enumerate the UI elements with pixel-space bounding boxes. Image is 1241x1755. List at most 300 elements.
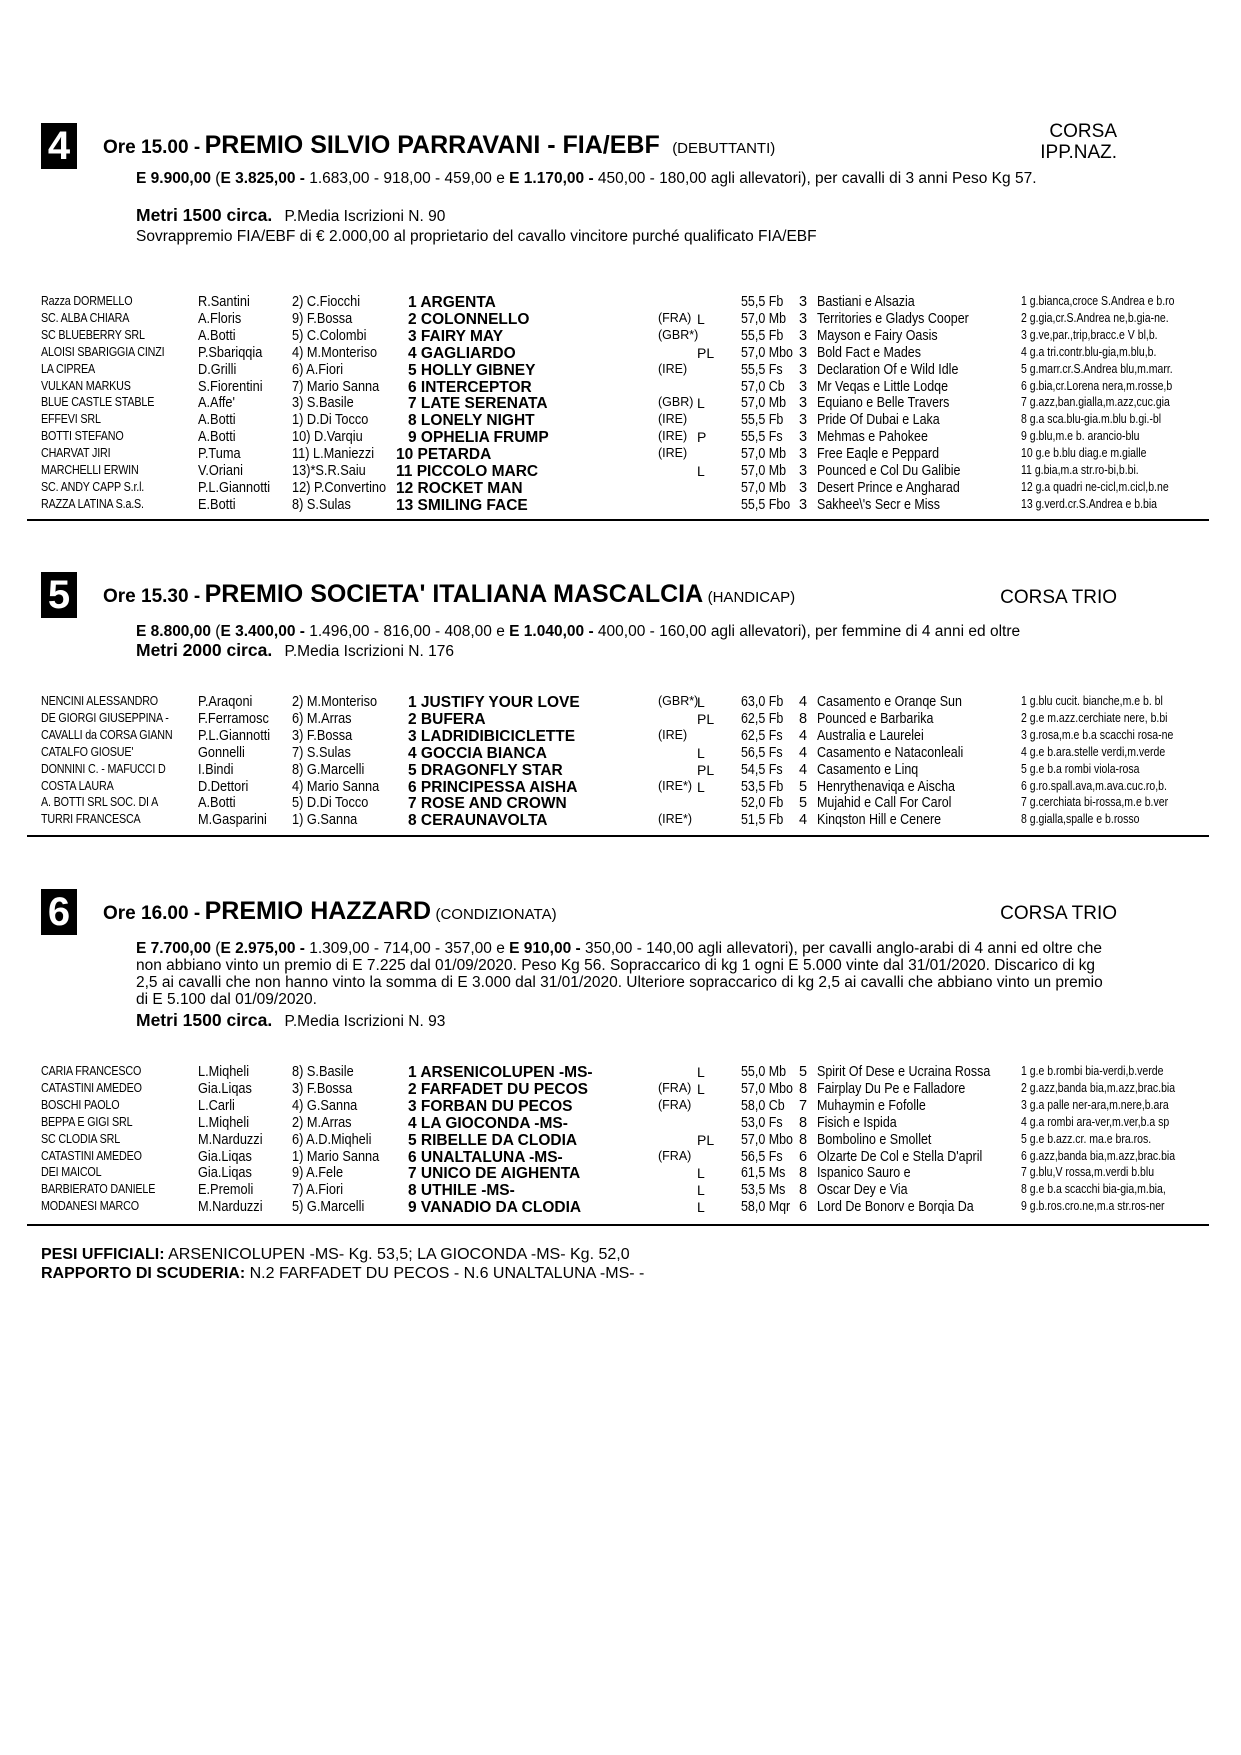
weight-sex: 61,5 Ms bbox=[741, 1165, 786, 1182]
weight-sex: 52,0 Fb bbox=[741, 795, 784, 812]
horse-age: 4 bbox=[799, 694, 808, 710]
horse-origin: (FRA) bbox=[658, 1097, 692, 1112]
jockey-name: 12) P.Convertino bbox=[292, 479, 387, 496]
medication-flag: L bbox=[697, 1165, 705, 1182]
trainer-name: P.L.Giannotti bbox=[198, 727, 271, 744]
jockey-name: 7) A.Fiori bbox=[292, 1182, 344, 1199]
trainer-name: P.Tuma bbox=[198, 446, 241, 463]
race-title bbox=[103, 131, 775, 160]
horse-age: 5 bbox=[799, 778, 808, 795]
trainer-name: R.Santini bbox=[198, 294, 250, 310]
weight-sex: 55,5 Fb bbox=[741, 327, 784, 344]
weight-sex: 55,5 Fs bbox=[741, 361, 783, 378]
pedigree: Casamento e Nataconleali bbox=[817, 744, 964, 761]
horse-age: 6 bbox=[799, 1148, 808, 1165]
horse-origin: (GBR*) bbox=[658, 694, 699, 708]
horse-origin: (GBR) bbox=[658, 395, 694, 410]
official-weights-text: ARSENICOLUPEN -MS- Kg. 53,5; LA GIOCONDA -MS- Kg. 52,0 bbox=[164, 1246, 630, 1263]
horse-age: 8 bbox=[799, 710, 808, 727]
horse-age: 6 bbox=[799, 1199, 808, 1216]
silk-colors: 11 g.bia,m.a str.ro-bi,b.bi. bbox=[1021, 463, 1139, 477]
prize-breeders: E 910,00 - bbox=[509, 940, 581, 957]
race-distance-line bbox=[136, 642, 1096, 660]
horse-origin: (GBR*) bbox=[658, 327, 699, 342]
jockey-name: 7) Mario Sanna bbox=[292, 378, 380, 395]
weight-sex: 62,5 Fb bbox=[741, 710, 784, 727]
pedigree: Spirit Of Dese e Ucraina Rossa bbox=[817, 1064, 991, 1080]
table-row bbox=[0, 694, 1241, 711]
horse-name: 2 BUFERA bbox=[408, 710, 486, 728]
trainer-name: V.Oriani bbox=[198, 463, 243, 479]
pedigree: Pride Of Dubai e Laka bbox=[817, 412, 940, 429]
owner-name: VULKAN MARKUS bbox=[41, 378, 131, 393]
silk-colors: 7 g.azz,ban.gialla,m.azz,cuc.gia bbox=[1021, 395, 1170, 410]
horse-name: 3 LADRIDIBICICLETTE bbox=[408, 727, 576, 745]
race-number-badge: 5 bbox=[41, 572, 77, 618]
table-row bbox=[0, 395, 1241, 412]
trainer-name: A.Botti bbox=[198, 429, 236, 446]
medication-flag: PL bbox=[697, 761, 715, 778]
weight-sex: 57,0 Mbo bbox=[741, 1080, 794, 1097]
race-entries: P.Media Iscrizioni N. 90 bbox=[284, 208, 446, 225]
trainer-name: A.Botti bbox=[198, 327, 236, 344]
stable-report-label: RAPPORTO DI SCUDERIA: bbox=[41, 1265, 246, 1282]
prize-total: E 7.700,00 bbox=[136, 940, 211, 957]
jockey-name: 13)*S.R.Saiu bbox=[292, 463, 366, 479]
medication-flag: PL bbox=[697, 1131, 715, 1148]
medication-flag: L bbox=[697, 463, 705, 479]
weight-sex: 54,5 Fs bbox=[741, 761, 783, 778]
race-time: Ore 16.00 - bbox=[103, 903, 201, 924]
horse-name: 5 HOLLY GIBNEY bbox=[408, 361, 536, 379]
owner-name: TURRI FRANCESCA bbox=[41, 812, 141, 827]
horse-name: 9 OPHELIA FRUMP bbox=[408, 429, 549, 447]
trainer-name: I.Bindi bbox=[198, 761, 234, 778]
pedigree: Declaration Of e Wild Idle bbox=[817, 361, 959, 378]
owner-name: LA CIPREA bbox=[41, 361, 96, 376]
horse-age: 8 bbox=[799, 1182, 808, 1199]
pedigree: Bastiani e Alsazia bbox=[817, 294, 915, 310]
horse-age: 5 bbox=[799, 1064, 808, 1080]
owner-name: Razza DORMELLO bbox=[41, 294, 133, 308]
pedigree: Muhaymin e Fofolle bbox=[817, 1097, 926, 1114]
table-row bbox=[0, 311, 1241, 328]
pedigree: Mr Veqas e Little Lodqe bbox=[817, 378, 949, 395]
horse-name: 1 JUSTIFY YOUR LOVE bbox=[408, 694, 580, 711]
horse-origin: (IRE*) bbox=[658, 812, 693, 827]
owner-name: CATASTINI AMEDEO bbox=[41, 1148, 142, 1163]
medication-flag: L bbox=[697, 395, 705, 412]
weight-sex: 57,0 Mb bbox=[741, 310, 787, 327]
prize-first: E 3.400,00 - bbox=[220, 623, 305, 640]
horse-age: 3 bbox=[799, 446, 808, 463]
owner-name: CARIA FRANCESCO bbox=[41, 1064, 142, 1078]
owner-name: CATALFO GIOSUE' bbox=[41, 744, 134, 759]
trainer-name: Gonnelli bbox=[198, 744, 245, 761]
horse-name: 1 ARSENICOLUPEN -MS- bbox=[408, 1064, 593, 1081]
silk-colors: 3 g.ve,par.,trip,bracc.e V bl,b. bbox=[1021, 327, 1158, 342]
horse-age: 3 bbox=[799, 463, 808, 479]
horse-name: 8 CERAUNAVOLTA bbox=[408, 812, 548, 830]
jockey-name: 3) S.Basile bbox=[292, 395, 354, 412]
pedigree: Desert Prince e Angharad bbox=[817, 479, 960, 496]
horse-name: 10 PETARDA bbox=[396, 446, 492, 464]
weight-sex: 56,5 Fs bbox=[741, 744, 783, 761]
horse-origin: (IRE) bbox=[658, 446, 688, 461]
prize-text: 400,00 - 160,00 agli allevatori), per femmine di 4 anni ed oltre bbox=[593, 623, 1021, 640]
race-distance: Metri 1500 circa. bbox=[136, 205, 273, 225]
jockey-name: 10) D.Varqiu bbox=[292, 429, 363, 446]
race-type: (HANDICAP) bbox=[707, 589, 796, 606]
horse-origin: (IRE*) bbox=[658, 778, 693, 793]
trainer-name: S.Fiorentini bbox=[198, 378, 263, 395]
trainer-name: A.Floris bbox=[198, 310, 242, 327]
silk-colors: 2 g.azz,banda bia,m.azz,brac.bia bbox=[1021, 1080, 1176, 1095]
weight-sex: 55,5 Fb bbox=[741, 412, 784, 429]
silk-colors: 13 g.verd.cr.S.Andrea e b.bia bbox=[1021, 496, 1158, 511]
horse-age: 3 bbox=[799, 412, 808, 429]
pedigree: Fairplay Du Pe e Falladore bbox=[817, 1080, 966, 1097]
race-category-line: CORSA TRIO bbox=[1000, 903, 1117, 924]
weight-sex: 63,0 Fb bbox=[741, 694, 784, 710]
horse-name: 9 VANADIO DA CLODIA bbox=[408, 1199, 582, 1217]
weight-sex: 55,5 Fs bbox=[741, 429, 783, 446]
horse-origin: (IRE) bbox=[658, 361, 688, 376]
race-category-line: CORSA TRIO bbox=[1000, 587, 1117, 608]
horse-age: 3 bbox=[799, 327, 808, 344]
horse-age: 3 bbox=[799, 378, 808, 395]
horse-name: 7 UNICO DE AIGHENTA bbox=[408, 1165, 581, 1183]
horse-name: 7 LATE SERENATA bbox=[408, 395, 548, 413]
table-row bbox=[0, 1165, 1241, 1182]
medication-flag: P bbox=[697, 429, 707, 446]
table-row bbox=[0, 328, 1241, 345]
jockey-name: 7) S.Sulas bbox=[292, 744, 351, 761]
horse-age: 3 bbox=[799, 361, 808, 378]
horse-name: 6 PRINCIPESSA AISHA bbox=[408, 778, 578, 796]
silk-colors: 7 g.blu,V rossa,m.verdi b.blu bbox=[1021, 1165, 1155, 1180]
table-row bbox=[0, 446, 1241, 463]
pedigree: Kinqston Hill e Cenere bbox=[817, 812, 942, 829]
table-row bbox=[0, 1199, 1241, 1216]
jockey-name: 9) A.Fele bbox=[292, 1165, 344, 1182]
table-row bbox=[0, 379, 1241, 396]
horse-age: 3 bbox=[799, 496, 808, 513]
official-weights bbox=[41, 1245, 630, 1264]
medication-flag: L bbox=[697, 1182, 705, 1199]
jockey-name: 6) M.Arras bbox=[292, 710, 352, 727]
silk-colors: 5 g.e b.a rombi viola-rosa bbox=[1021, 761, 1140, 776]
owner-name: DONNINI C. - MAFUCCI D bbox=[41, 761, 166, 776]
owner-name: SC BLUEBERRY SRL bbox=[41, 327, 145, 342]
pedigree: Henrythenaviqa e Aischa bbox=[817, 778, 955, 795]
table-row bbox=[0, 362, 1241, 379]
silk-colors: 9 g.blu,m.e b. arancio-blu bbox=[1021, 429, 1140, 444]
prize-total: E 9.900,00 bbox=[136, 170, 211, 187]
horse-age: 3 bbox=[799, 429, 808, 446]
race-category bbox=[1000, 903, 1117, 924]
jockey-name: 2) C.Fiocchi bbox=[292, 294, 361, 310]
race-category-line: IPP.NAZ. bbox=[1040, 142, 1117, 163]
owner-name: MODANESI MARCO bbox=[41, 1199, 139, 1214]
pedigree: Lord De Bonorv e Borqia Da bbox=[817, 1199, 974, 1216]
pedigree: Sakhee\'s Secr e Miss bbox=[817, 496, 940, 513]
owner-name: ALOISI SBARIGGIA CINZI bbox=[41, 344, 165, 359]
stable-report-text: N.2 FARFADET DU PECOS - N.6 UNALTALUNA -MS- - bbox=[245, 1265, 645, 1282]
silk-colors: 4 g.e b.ara.stelle verdi,m.verde bbox=[1021, 744, 1166, 759]
horse-age: 3 bbox=[799, 310, 808, 327]
horse-origin: (FRA) bbox=[658, 1080, 692, 1095]
silk-colors: 3 g.a palle ner-ara,m.nere,b.ara bbox=[1021, 1097, 1169, 1112]
trainer-name: E.Premoli bbox=[198, 1182, 254, 1199]
table-row bbox=[0, 779, 1241, 796]
race-distance: Metri 2000 circa. bbox=[136, 640, 273, 660]
trainer-name: P.L.Giannotti bbox=[198, 479, 271, 496]
race-name: PREMIO SILVIO PARRAVANI - FIA/EBF bbox=[204, 131, 660, 159]
weight-sex: 51,5 Fb bbox=[741, 812, 784, 829]
owner-name: COSTA LAURA bbox=[41, 778, 114, 793]
owner-name: MARCHELLI ERWIN bbox=[41, 463, 139, 477]
medication-flag: L bbox=[697, 1064, 705, 1080]
trainer-name: F.Ferramosc bbox=[198, 710, 269, 727]
horse-name: 5 RIBELLE DA CLODIA bbox=[408, 1131, 578, 1149]
table-row bbox=[0, 728, 1241, 745]
pedigree: Mujahid e Call For Carol bbox=[817, 795, 952, 812]
weight-sex: 58,0 Mqr bbox=[741, 1199, 791, 1216]
pedigree: Territories e Gladys Cooper bbox=[817, 310, 969, 327]
owner-name: CATASTINI AMEDEO bbox=[41, 1080, 142, 1095]
race-name: PREMIO HAZZARD bbox=[204, 897, 432, 925]
table-row bbox=[0, 429, 1241, 446]
prize-first: E 2.975,00 - bbox=[220, 940, 305, 957]
horse-age: 4 bbox=[799, 744, 808, 761]
silk-colors: 1 g.e b.rombi bia-verdi,b.verde bbox=[1021, 1064, 1164, 1078]
race-time: Ore 15.00 - bbox=[103, 137, 201, 158]
table-row bbox=[0, 795, 1241, 812]
weight-sex: 57,0 Mb bbox=[741, 395, 787, 412]
weight-sex: 53,5 Ms bbox=[741, 1182, 786, 1199]
divider bbox=[27, 1224, 1209, 1226]
owner-name: SC. ALBA CHIARA bbox=[41, 310, 130, 325]
horse-age: 8 bbox=[799, 1165, 808, 1182]
pedigree: Olzarte De Col e Stella D'april bbox=[817, 1148, 983, 1165]
horse-name: 1 ARGENTA bbox=[408, 294, 496, 311]
horse-name: 4 LA GIOCONDA -MS- bbox=[408, 1114, 568, 1132]
prize-text: 1.683,00 - 918,00 - 459,00 e bbox=[304, 170, 510, 187]
horse-name: 4 GOCCIA BIANCA bbox=[408, 744, 547, 762]
prize-text: ( bbox=[210, 940, 221, 957]
jockey-name: 3) F.Bossa bbox=[292, 1080, 353, 1097]
jockey-name: 4) M.Monteriso bbox=[292, 344, 378, 361]
prize-text: 1.496,00 - 816,00 - 408,00 e bbox=[304, 623, 510, 640]
table-row bbox=[0, 1132, 1241, 1149]
table-row bbox=[0, 745, 1241, 762]
horse-name: 8 LONELY NIGHT bbox=[408, 412, 535, 430]
table-row bbox=[0, 1081, 1241, 1098]
silk-colors: 8 g.e b.a scacchi bia-gia,m.bia, bbox=[1021, 1182, 1166, 1197]
silk-colors: 8 g.a sca.blu-gia.m.blu b.gi.-bl bbox=[1021, 412, 1162, 427]
race-distance-line bbox=[136, 1012, 1096, 1030]
horse-age: 3 bbox=[799, 294, 808, 310]
jockey-name: 9) F.Bossa bbox=[292, 310, 353, 327]
horse-name: 8 UTHILE -MS- bbox=[408, 1182, 515, 1200]
table-row bbox=[0, 412, 1241, 429]
owner-name: BARBIERATO DANIELE bbox=[41, 1182, 156, 1197]
owner-name: SC. ANDY CAPP S.r.l. bbox=[41, 479, 145, 494]
silk-colors: 6 g.ro.spall.ava,m.ava.cuc.ro,b. bbox=[1021, 778, 1167, 793]
owner-name: BOTTI STEFANO bbox=[41, 429, 124, 444]
owner-name: RAZZA LATINA S.a.S. bbox=[41, 496, 144, 511]
medication-flag: L bbox=[697, 310, 705, 327]
silk-colors: 6 g.bia,cr.Lorena nera,m.rosse,b bbox=[1021, 378, 1173, 393]
trainer-name: D.Dettori bbox=[198, 778, 249, 795]
owner-name: NENCINI ALESSANDRO bbox=[41, 694, 158, 708]
jockey-name: 6) A.Fiori bbox=[292, 361, 344, 378]
jockey-name: 5) G.Marcelli bbox=[292, 1199, 365, 1216]
weight-sex: 57,0 Cb bbox=[741, 378, 785, 395]
pedigree: Bold Fact e Mades bbox=[817, 344, 921, 361]
trainer-name: A.Botti bbox=[198, 795, 236, 812]
owner-name: BOSCHI PAOLO bbox=[41, 1097, 120, 1112]
pedigree: Australia e Laurelei bbox=[817, 727, 924, 744]
trainer-name: A.Botti bbox=[198, 412, 236, 429]
silk-colors: 2 g.gia,cr.S.Andrea ne,b.gia-ne. bbox=[1021, 310, 1169, 325]
horse-name: 5 DRAGONFLY STAR bbox=[408, 761, 563, 779]
trainer-name: M.Gasparini bbox=[198, 812, 267, 829]
prize-total: E 8.800,00 bbox=[136, 623, 211, 640]
jockey-name: 4) Mario Sanna bbox=[292, 778, 380, 795]
table-row bbox=[0, 711, 1241, 728]
silk-colors: 9 g.b.ros.cro.ne,m.a str.ros-ner bbox=[1021, 1199, 1165, 1214]
trainer-name: L.Carli bbox=[198, 1097, 235, 1114]
horse-name: 2 FARFADET DU PECOS bbox=[408, 1080, 588, 1098]
horse-name: 3 FORBAN DU PECOS bbox=[408, 1097, 573, 1115]
pedigree: Free Eaqle e Peppard bbox=[817, 446, 940, 463]
race-category bbox=[1000, 587, 1117, 608]
jockey-name: 4) G.Sanna bbox=[292, 1097, 358, 1114]
weight-sex: 55,0 Mb bbox=[741, 1064, 787, 1080]
weight-sex: 55,5 Fbo bbox=[741, 496, 791, 513]
table-row bbox=[0, 463, 1241, 480]
pedigree: Equiano e Belle Travers bbox=[817, 395, 950, 412]
trainer-name: M.Narduzzi bbox=[198, 1199, 263, 1216]
medication-flag: L bbox=[697, 1080, 705, 1097]
medication-flag: L bbox=[697, 694, 705, 710]
horse-age: 7 bbox=[799, 1097, 808, 1114]
silk-colors: 12 g.a quadri ne-cicl,m.cicl,b.ne bbox=[1021, 479, 1169, 494]
weight-sex: 57,0 Mb bbox=[741, 479, 787, 496]
race-category bbox=[1040, 121, 1117, 163]
divider bbox=[27, 519, 1209, 521]
prize-text: 1.309,00 - 714,00 - 357,00 e bbox=[304, 940, 510, 957]
horse-age: 8 bbox=[799, 1080, 808, 1097]
owner-name: A. BOTTI SRL SOC. DI A bbox=[41, 795, 159, 810]
trainer-name: L.Miqheli bbox=[198, 1064, 250, 1080]
horse-name: 6 UNALTALUNA -MS- bbox=[408, 1148, 563, 1166]
race-type: (CONDIZIONATA) bbox=[435, 906, 557, 923]
medication-flag: PL bbox=[697, 344, 715, 361]
silk-colors: 1 g.bianca,croce S.Andrea e b.ro bbox=[1021, 294, 1175, 308]
table-row bbox=[0, 1115, 1241, 1132]
prize-text: 450,00 - 180,00 agli allevatori), per cavalli di 3 anni Peso Kg 57. bbox=[593, 170, 1037, 187]
pedigree: Fisich e Ispida bbox=[817, 1114, 897, 1131]
silk-colors: 2 g.e m.azz.cerchiate nere, b.bi bbox=[1021, 710, 1168, 725]
prize-text: ( bbox=[210, 170, 221, 187]
horse-age: 8 bbox=[799, 1131, 808, 1148]
trainer-name: M.Narduzzi bbox=[198, 1131, 263, 1148]
pedigree: Casamento e Linq bbox=[817, 761, 919, 778]
race-distance-line bbox=[136, 207, 1096, 225]
silk-colors: 1 g.blu cucit. bianche,m.e b. bl bbox=[1021, 694, 1163, 708]
medication-flag: L bbox=[697, 1199, 705, 1216]
silk-colors: 10 g.e b.blu diag.e m.gialle bbox=[1021, 446, 1147, 461]
silk-colors: 3 g.rosa,m.e b.a scacchi rosa-ne bbox=[1021, 727, 1174, 742]
race-entries: P.Media Iscrizioni N. 176 bbox=[284, 643, 454, 660]
jockey-name: 3) F.Bossa bbox=[292, 727, 353, 744]
horse-age: 4 bbox=[799, 727, 808, 744]
jockey-name: 1) Mario Sanna bbox=[292, 1148, 380, 1165]
table-row bbox=[0, 294, 1241, 311]
table-row bbox=[0, 812, 1241, 829]
race-name: PREMIO SOCIETA' ITALIANA MASCALCIA bbox=[204, 580, 704, 608]
official-weights-label: PESI UFFICIALI: bbox=[41, 1246, 165, 1263]
race-distance: Metri 1500 circa. bbox=[136, 1010, 273, 1030]
horse-name: 11 PICCOLO MARC bbox=[396, 463, 539, 480]
race-conditions bbox=[136, 940, 1111, 1008]
trainer-name: D.Grilli bbox=[198, 361, 237, 378]
trainer-name: L.Miqheli bbox=[198, 1114, 250, 1131]
horse-name: 4 GAGLIARDO bbox=[408, 344, 516, 362]
horse-age: 3 bbox=[799, 479, 808, 496]
horse-origin: (IRE) bbox=[658, 412, 688, 427]
horse-age: 3 bbox=[799, 344, 808, 361]
pedigree: Pounced e Barbarika bbox=[817, 710, 934, 727]
jockey-name: 2) M.Monteriso bbox=[292, 694, 378, 710]
jockey-name: 11) L.Maniezzi bbox=[292, 446, 375, 463]
owner-name: SC CLODIA SRL bbox=[41, 1131, 121, 1146]
race-title bbox=[103, 897, 557, 926]
trainer-name: P.Sbariqqia bbox=[198, 344, 263, 361]
prize-first: E 3.825,00 - bbox=[220, 170, 305, 187]
weight-sex: 57,0 Mbo bbox=[741, 1131, 794, 1148]
horse-origin: (FRA) bbox=[658, 310, 692, 325]
weight-sex: 58,0 Cb bbox=[741, 1097, 785, 1114]
jockey-name: 8) S.Basile bbox=[292, 1064, 354, 1080]
medication-flag: PL bbox=[697, 710, 715, 727]
divider bbox=[27, 835, 1209, 837]
prize-breeders: E 1.040,00 - bbox=[509, 623, 594, 640]
horse-name: 3 FAIRY MAY bbox=[408, 327, 504, 345]
stable-report bbox=[41, 1264, 644, 1283]
horse-age: 4 bbox=[799, 761, 808, 778]
jockey-name: 8) S.Sulas bbox=[292, 496, 351, 513]
medication-flag: L bbox=[697, 778, 705, 795]
race-entries: P.Media Iscrizioni N. 93 bbox=[284, 1013, 446, 1030]
jockey-name: 6) A.D.Miqheli bbox=[292, 1131, 372, 1148]
jockey-name: 1) G.Sanna bbox=[292, 812, 358, 829]
weight-sex: 56,5 Fs bbox=[741, 1148, 783, 1165]
silk-colors: 6 g.azz,banda bia,m.azz,brac.bia bbox=[1021, 1148, 1176, 1163]
weight-sex: 57,0 Mb bbox=[741, 463, 787, 479]
jockey-name: 5) C.Colombi bbox=[292, 327, 367, 344]
weight-sex: 53,5 Fb bbox=[741, 778, 784, 795]
horse-name: 6 INTERCEPTOR bbox=[408, 378, 532, 396]
prize-text: 350,00 - 140,00 agli allevatori), per cavalli anglo-arabi di 4 anni ed oltre che non abbiano vinto un premio di E 7.225 dal 01/09/2020. Peso Kg 56. Sopraccarico di kg 1 ogni E 5.000 vinte dal 31/01/2020. Discarico di kg 2,5 ai cavalli che non hanno vinto la somma di E 3.000 dal 31/01/2020. Ulteriore sopraccarico di kg 2,5 ai cavalli che abbiano vinto un premio di E 5.100 dal 01/09/2020. bbox=[136, 940, 1103, 1008]
race-number-badge: 6 bbox=[41, 889, 77, 935]
jockey-name: 8) G.Marcelli bbox=[292, 761, 365, 778]
race-title bbox=[103, 580, 795, 609]
table-row bbox=[0, 497, 1241, 514]
